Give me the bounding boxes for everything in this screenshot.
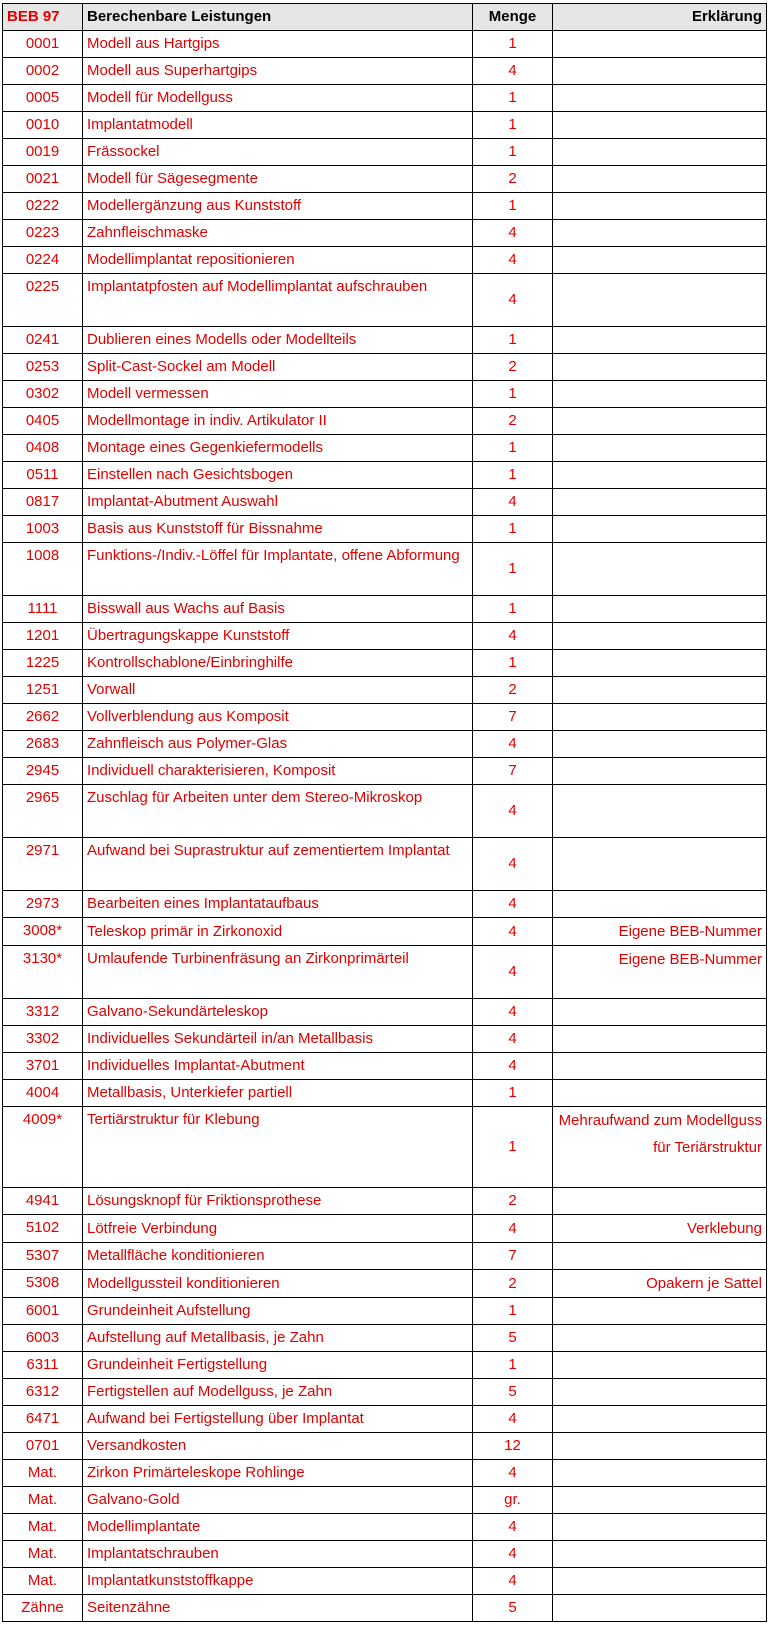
row-quantity-cell: 4	[473, 785, 553, 838]
row-service-cell: Vorwall	[83, 677, 473, 704]
row-quantity-cell: 4	[473, 1406, 553, 1433]
table-row	[3, 758, 767, 785]
row-explanation-cell	[553, 677, 767, 704]
row-service-cell: Zirkon Primärteleskope Rohlinge	[83, 1460, 473, 1487]
price-table-container	[2, 3, 766, 1622]
row-code-cell: 5307	[3, 1243, 83, 1270]
row-service-cell: Individuelles Implantat-Abutment	[83, 1053, 473, 1080]
row-explanation-cell: Eigene BEB-Nummer	[553, 918, 767, 946]
row-code-cell: 6001	[3, 1298, 83, 1325]
row-code-cell: 3302	[3, 1026, 83, 1053]
row-service-cell: Modell aus Superhartgips	[83, 58, 473, 85]
row-quantity-cell: 4	[473, 220, 553, 247]
row-code-cell: 2662	[3, 704, 83, 731]
row-quantity-cell: 7	[473, 758, 553, 785]
row-quantity-cell: 4	[473, 489, 553, 516]
row-explanation-cell	[553, 462, 767, 489]
table-row	[3, 1514, 767, 1541]
row-code-cell: 1251	[3, 677, 83, 704]
row-service-cell: Vollverblendung aus Komposit	[83, 704, 473, 731]
row-explanation-cell	[553, 1053, 767, 1080]
row-quantity-cell: 4	[473, 918, 553, 946]
table-row	[3, 1568, 767, 1595]
row-service-cell: Modell aus Hartgips	[83, 31, 473, 58]
row-explanation-cell	[553, 1298, 767, 1325]
table-row	[3, 1026, 767, 1053]
row-quantity-cell: 2	[473, 354, 553, 381]
row-quantity-cell: 4	[473, 891, 553, 918]
row-quantity-cell: 2	[473, 166, 553, 193]
row-quantity-cell: 1	[473, 112, 553, 139]
row-code-cell: 0817	[3, 489, 83, 516]
table-row	[3, 1270, 767, 1298]
row-service-cell: Zuschlag für Arbeiten unter dem Stereo-Mikroskop	[83, 785, 473, 838]
row-explanation-cell	[553, 1433, 767, 1460]
row-explanation-cell	[553, 139, 767, 166]
table-row	[3, 596, 767, 623]
row-quantity-cell: 1	[473, 1298, 553, 1325]
row-quantity-cell: 4	[473, 999, 553, 1026]
row-service-cell: Individuelles Sekundärteil in/an Metallbasis	[83, 1026, 473, 1053]
row-service-cell: Fertigstellen auf Modellguss, je Zahn	[83, 1379, 473, 1406]
row-explanation-cell	[553, 1514, 767, 1541]
row-explanation-cell	[553, 489, 767, 516]
row-explanation-cell	[553, 1487, 767, 1514]
row-service-cell: Umlaufende Turbinenfräsung an Zirkonprimärteil	[83, 946, 473, 999]
row-code-cell: 0005	[3, 85, 83, 112]
row-code-cell: 0225	[3, 274, 83, 327]
row-code-cell: 0511	[3, 462, 83, 489]
row-explanation-cell: Mehraufwand zum Modellguss für Teriärstruktur	[553, 1107, 767, 1188]
row-service-cell: Metallbasis, Unterkiefer partiell	[83, 1080, 473, 1107]
row-quantity-cell: gr.	[473, 1487, 553, 1514]
row-service-cell: Bearbeiten eines Implantataufbaus	[83, 891, 473, 918]
row-service-cell: Modell für Modellguss	[83, 85, 473, 112]
table-row	[3, 918, 767, 946]
table-row	[3, 1487, 767, 1514]
table-row	[3, 462, 767, 489]
row-explanation-cell	[553, 112, 767, 139]
row-service-cell: Galvano-Gold	[83, 1487, 473, 1514]
row-quantity-cell: 1	[473, 85, 553, 112]
row-explanation-cell	[553, 1568, 767, 1595]
row-code-cell: 3130*	[3, 946, 83, 999]
row-explanation-cell	[553, 1541, 767, 1568]
row-code-cell: 0253	[3, 354, 83, 381]
row-quantity-cell: 1	[473, 596, 553, 623]
row-explanation-cell	[553, 731, 767, 758]
row-quantity-cell: 1	[473, 650, 553, 677]
row-service-cell: Lötfreie Verbindung	[83, 1215, 473, 1243]
table-row	[3, 891, 767, 918]
row-explanation-cell: Verklebung	[553, 1215, 767, 1243]
table-row	[3, 193, 767, 220]
table-header-row	[3, 4, 767, 31]
column-header-code: BEB 97	[3, 4, 83, 31]
row-explanation-cell	[553, 543, 767, 596]
table-row	[3, 731, 767, 758]
row-service-cell: Modellimplantate	[83, 1514, 473, 1541]
row-service-cell: Implantatschrauben	[83, 1541, 473, 1568]
row-explanation-cell	[553, 704, 767, 731]
table-row	[3, 247, 767, 274]
row-explanation-cell	[553, 435, 767, 462]
row-quantity-cell: 1	[473, 193, 553, 220]
table-row	[3, 1298, 767, 1325]
row-service-cell: Zahnfleisch aus Polymer-Glas	[83, 731, 473, 758]
table-row	[3, 1243, 767, 1270]
row-code-cell: 6311	[3, 1352, 83, 1379]
table-row	[3, 946, 767, 999]
row-code-cell: 5102	[3, 1215, 83, 1243]
row-quantity-cell: 7	[473, 1243, 553, 1270]
row-quantity-cell: 1	[473, 381, 553, 408]
column-header-quantity: Menge	[473, 4, 553, 31]
row-service-cell: Einstellen nach Gesichtsbogen	[83, 462, 473, 489]
row-service-cell: Funktions-/Indiv.-Löffel für Implantate, offene Abformung	[83, 543, 473, 596]
row-explanation-cell	[553, 1325, 767, 1352]
row-code-cell: 6312	[3, 1379, 83, 1406]
row-quantity-cell: 1	[473, 462, 553, 489]
row-explanation-cell	[553, 327, 767, 354]
row-quantity-cell: 2	[473, 1270, 553, 1298]
row-code-cell: Zähne	[3, 1595, 83, 1622]
row-explanation-cell	[553, 247, 767, 274]
row-quantity-cell: 5	[473, 1325, 553, 1352]
row-quantity-cell: 7	[473, 704, 553, 731]
table-row	[3, 516, 767, 543]
row-quantity-cell: 4	[473, 247, 553, 274]
table-row	[3, 1188, 767, 1215]
table-row	[3, 435, 767, 462]
row-code-cell: 2683	[3, 731, 83, 758]
table-row	[3, 112, 767, 139]
row-code-cell: 0302	[3, 381, 83, 408]
row-code-cell: 0405	[3, 408, 83, 435]
row-code-cell: 0019	[3, 139, 83, 166]
table-row	[3, 354, 767, 381]
table-row	[3, 1406, 767, 1433]
row-code-cell: 0010	[3, 112, 83, 139]
row-quantity-cell: 1	[473, 543, 553, 596]
row-quantity-cell: 1	[473, 1080, 553, 1107]
table-row	[3, 381, 767, 408]
table-row	[3, 220, 767, 247]
row-service-cell: Übertragungskappe Kunststoff	[83, 623, 473, 650]
row-quantity-cell: 4	[473, 731, 553, 758]
row-explanation-cell	[553, 1026, 767, 1053]
row-code-cell: 0001	[3, 31, 83, 58]
row-code-cell: 5308	[3, 1270, 83, 1298]
row-quantity-cell: 1	[473, 31, 553, 58]
row-code-cell: 0223	[3, 220, 83, 247]
row-code-cell: 1225	[3, 650, 83, 677]
row-code-cell: 3312	[3, 999, 83, 1026]
row-code-cell: 4941	[3, 1188, 83, 1215]
row-quantity-cell: 4	[473, 1514, 553, 1541]
row-explanation-cell: Opakern je Sattel	[553, 1270, 767, 1298]
row-service-cell: Galvano-Sekundärteleskop	[83, 999, 473, 1026]
row-explanation-cell	[553, 166, 767, 193]
row-code-cell: Mat.	[3, 1568, 83, 1595]
row-service-cell: Bisswall aus Wachs auf Basis	[83, 596, 473, 623]
row-quantity-cell: 4	[473, 623, 553, 650]
row-service-cell: Montage eines Gegenkiefermodells	[83, 435, 473, 462]
row-service-cell: Split-Cast-Sockel am Modell	[83, 354, 473, 381]
row-code-cell: 1201	[3, 623, 83, 650]
table-row	[3, 785, 767, 838]
table-row	[3, 408, 767, 435]
row-quantity-cell: 4	[473, 58, 553, 85]
row-explanation-cell	[553, 85, 767, 112]
table-row	[3, 1541, 767, 1568]
row-service-cell: Implantatpfosten auf Modellimplantat aufschrauben	[83, 274, 473, 327]
row-code-cell: 2965	[3, 785, 83, 838]
row-code-cell: 1111	[3, 596, 83, 623]
row-service-cell: Teleskop primär in Zirkonoxid	[83, 918, 473, 946]
row-code-cell: 1008	[3, 543, 83, 596]
table-row	[3, 166, 767, 193]
table-row	[3, 1352, 767, 1379]
row-code-cell: 3701	[3, 1053, 83, 1080]
row-explanation-cell	[553, 999, 767, 1026]
row-explanation-cell	[553, 193, 767, 220]
row-quantity-cell: 1	[473, 435, 553, 462]
row-quantity-cell: 4	[473, 1026, 553, 1053]
row-explanation-cell	[553, 785, 767, 838]
row-service-cell: Grundeinheit Aufstellung	[83, 1298, 473, 1325]
table-row	[3, 999, 767, 1026]
row-code-cell: Mat.	[3, 1487, 83, 1514]
row-explanation-cell	[553, 408, 767, 435]
row-code-cell: 4009*	[3, 1107, 83, 1188]
row-code-cell: 0241	[3, 327, 83, 354]
row-code-cell: 0021	[3, 166, 83, 193]
row-code-cell: Mat.	[3, 1541, 83, 1568]
row-explanation-cell	[553, 891, 767, 918]
row-quantity-cell: 4	[473, 1460, 553, 1487]
row-service-cell: Modellgussteil konditionieren	[83, 1270, 473, 1298]
row-service-cell: Metallfläche konditionieren	[83, 1243, 473, 1270]
row-service-cell: Modell für Sägesegmente	[83, 166, 473, 193]
row-code-cell: 2971	[3, 838, 83, 891]
row-code-cell: 2945	[3, 758, 83, 785]
row-explanation-cell	[553, 1595, 767, 1622]
row-explanation-cell	[553, 623, 767, 650]
table-row	[3, 139, 767, 166]
row-quantity-cell: 4	[473, 1053, 553, 1080]
row-service-cell: Modell vermessen	[83, 381, 473, 408]
row-explanation-cell	[553, 1080, 767, 1107]
column-header-explanation: Erklärung	[553, 4, 767, 31]
table-row	[3, 31, 767, 58]
row-explanation-cell	[553, 58, 767, 85]
row-explanation-cell	[553, 838, 767, 891]
row-service-cell: Seitenzähne	[83, 1595, 473, 1622]
row-quantity-cell: 1	[473, 516, 553, 543]
table-body	[3, 31, 767, 1622]
row-quantity-cell: 12	[473, 1433, 553, 1460]
row-explanation-cell	[553, 354, 767, 381]
table-row	[3, 1325, 767, 1352]
row-service-cell: Individuell charakterisieren, Komposit	[83, 758, 473, 785]
row-service-cell: Kontrollschablone/Einbringhilfe	[83, 650, 473, 677]
row-code-cell: 0224	[3, 247, 83, 274]
row-code-cell: 1003	[3, 516, 83, 543]
row-explanation-cell	[553, 596, 767, 623]
table-row	[3, 1460, 767, 1487]
row-service-cell: Modellmontage in indiv. Artikulator II	[83, 408, 473, 435]
row-explanation-cell	[553, 516, 767, 543]
table-row	[3, 1053, 767, 1080]
row-code-cell: Mat.	[3, 1514, 83, 1541]
row-quantity-cell: 2	[473, 408, 553, 435]
row-explanation-cell	[553, 1188, 767, 1215]
row-quantity-cell: 2	[473, 677, 553, 704]
row-service-cell: Modellimplantat repositionieren	[83, 247, 473, 274]
row-service-cell: Basis aus Kunststoff für Bissnahme	[83, 516, 473, 543]
row-service-cell: Implantat-Abutment Auswahl	[83, 489, 473, 516]
table-row	[3, 677, 767, 704]
row-quantity-cell: 1	[473, 327, 553, 354]
row-service-cell: Aufwand bei Fertigstellung über Implantat	[83, 1406, 473, 1433]
row-code-cell: 0002	[3, 58, 83, 85]
row-quantity-cell: 4	[473, 838, 553, 891]
table-row	[3, 704, 767, 731]
row-quantity-cell: 5	[473, 1379, 553, 1406]
table-row	[3, 1080, 767, 1107]
row-explanation-cell	[553, 31, 767, 58]
row-explanation-cell	[553, 381, 767, 408]
row-service-cell: Implantatkunststoffkappe	[83, 1568, 473, 1595]
row-explanation-cell	[553, 758, 767, 785]
table-row	[3, 327, 767, 354]
row-service-cell: Modellergänzung aus Kunststoff	[83, 193, 473, 220]
table-row	[3, 543, 767, 596]
table-row	[3, 838, 767, 891]
row-explanation-cell	[553, 220, 767, 247]
row-code-cell: 0222	[3, 193, 83, 220]
table-row	[3, 274, 767, 327]
row-explanation-cell	[553, 1379, 767, 1406]
row-explanation-cell: Eigene BEB-Nummer	[553, 946, 767, 999]
row-explanation-cell	[553, 274, 767, 327]
row-code-cell: 6003	[3, 1325, 83, 1352]
row-code-cell: 0701	[3, 1433, 83, 1460]
row-explanation-cell	[553, 1243, 767, 1270]
table-row	[3, 1107, 767, 1188]
row-quantity-cell: 4	[473, 1215, 553, 1243]
row-explanation-cell	[553, 1406, 767, 1433]
row-quantity-cell: 4	[473, 1541, 553, 1568]
table-row	[3, 1379, 767, 1406]
row-quantity-cell: 4	[473, 946, 553, 999]
row-quantity-cell: 4	[473, 1568, 553, 1595]
row-code-cell: 2973	[3, 891, 83, 918]
row-code-cell: 6471	[3, 1406, 83, 1433]
row-explanation-cell	[553, 1352, 767, 1379]
row-quantity-cell: 1	[473, 1107, 553, 1188]
row-service-cell: Versandkosten	[83, 1433, 473, 1460]
row-service-cell: Tertiärstruktur für Klebung	[83, 1107, 473, 1188]
table-row	[3, 58, 767, 85]
row-code-cell: 4004	[3, 1080, 83, 1107]
row-code-cell: Mat.	[3, 1460, 83, 1487]
column-header-service: Berechenbare Leistungen	[83, 4, 473, 31]
row-code-cell: 3008*	[3, 918, 83, 946]
row-explanation-cell	[553, 1460, 767, 1487]
row-quantity-cell: 1	[473, 1352, 553, 1379]
table-row	[3, 1595, 767, 1622]
row-service-cell: Dublieren eines Modells oder Modellteils	[83, 327, 473, 354]
table-row	[3, 1433, 767, 1460]
row-quantity-cell: 2	[473, 1188, 553, 1215]
row-service-cell: Aufstellung auf Metallbasis, je Zahn	[83, 1325, 473, 1352]
row-explanation-cell	[553, 650, 767, 677]
price-table	[2, 3, 767, 1622]
row-quantity-cell: 1	[473, 139, 553, 166]
table-row	[3, 650, 767, 677]
row-code-cell: 0408	[3, 435, 83, 462]
row-quantity-cell: 5	[473, 1595, 553, 1622]
row-quantity-cell: 4	[473, 274, 553, 327]
row-service-cell: Frässockel	[83, 139, 473, 166]
table-row	[3, 1215, 767, 1243]
row-service-cell: Zahnfleischmaske	[83, 220, 473, 247]
table-row	[3, 623, 767, 650]
row-service-cell: Aufwand bei Suprastruktur auf zementiertem Implantat	[83, 838, 473, 891]
table-row	[3, 489, 767, 516]
row-service-cell: Lösungsknopf für Friktionsprothese	[83, 1188, 473, 1215]
row-service-cell: Implantatmodell	[83, 112, 473, 139]
row-service-cell: Grundeinheit Fertigstellung	[83, 1352, 473, 1379]
table-row	[3, 85, 767, 112]
